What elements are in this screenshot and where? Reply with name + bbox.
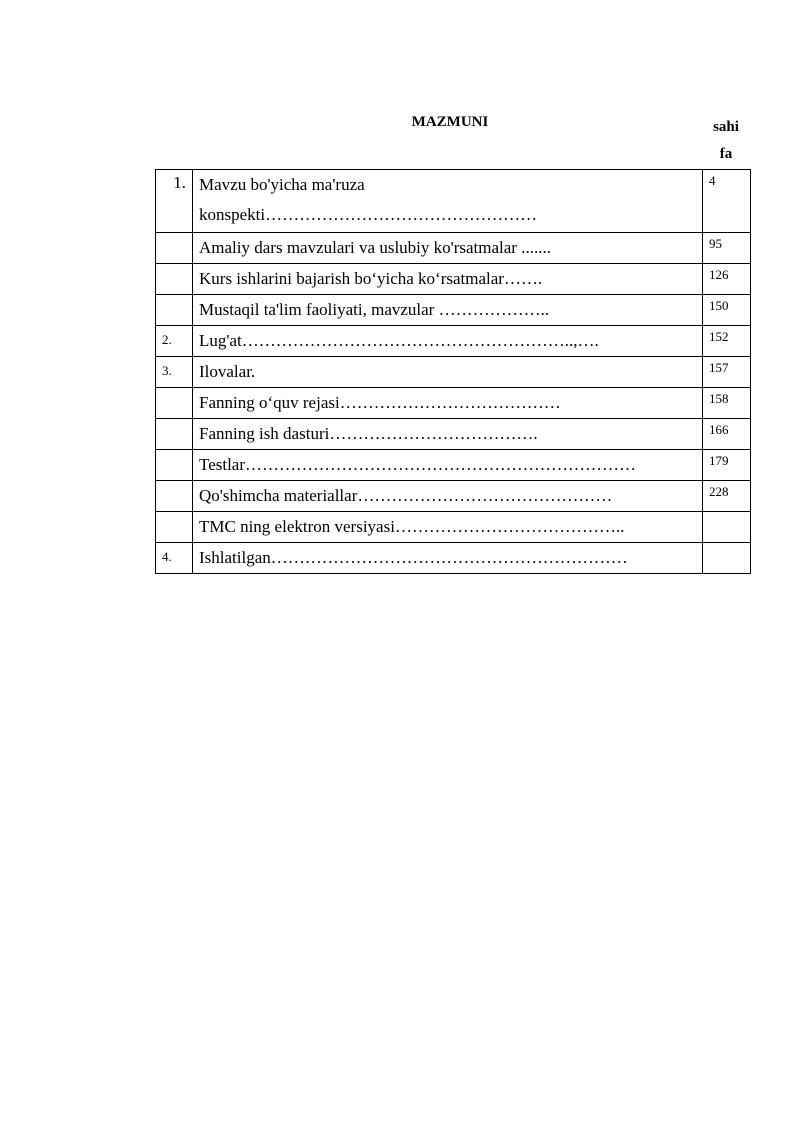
toc-row bbox=[156, 481, 751, 512]
toc-row bbox=[156, 170, 751, 233]
toc-row-page: 228 bbox=[703, 481, 751, 512]
toc-row-title: Ishlatilgan……………………………………………………… bbox=[193, 543, 703, 574]
toc-row bbox=[156, 233, 751, 264]
toc-row-number bbox=[156, 233, 193, 264]
toc-row-page: 179 bbox=[703, 450, 751, 481]
toc-row-title: Lug'at…………………………………………………..,…. bbox=[193, 326, 703, 357]
toc-row-page: 4 bbox=[703, 170, 751, 233]
toc-title: MAZMUNI bbox=[411, 114, 489, 130]
toc-row-page: 150 bbox=[703, 295, 751, 326]
toc-row-page: 126 bbox=[703, 264, 751, 295]
toc-row-title: Amaliy dars mavzulari va uslubiy ko'rsatmalar ....... bbox=[193, 233, 703, 264]
toc-row bbox=[156, 295, 751, 326]
table-of-contents bbox=[155, 169, 751, 574]
toc-row-page: 158 bbox=[703, 388, 751, 419]
toc-row-title: Fanning o‘quv rejasi………………………………… bbox=[193, 388, 703, 419]
toc-row-title: Ilovalar. bbox=[193, 357, 703, 388]
toc-row bbox=[156, 357, 751, 388]
toc-row-number bbox=[156, 450, 193, 481]
toc-row-title: Mustaqil ta'lim faoliyati, mavzular ……………….. bbox=[193, 295, 703, 326]
toc-row bbox=[156, 543, 751, 574]
toc-row-title: TMC ning elektron versiyasi………………………………….. bbox=[193, 512, 703, 543]
toc-row-title bbox=[193, 170, 703, 233]
toc-row-page: 166 bbox=[703, 419, 751, 450]
toc-row-number bbox=[156, 481, 193, 512]
toc-row-number: 4. bbox=[156, 543, 193, 574]
toc-row-title: Fanning ish dasturi………………………………. bbox=[193, 419, 703, 450]
toc-row-page: 157 bbox=[703, 357, 751, 388]
toc-row bbox=[156, 419, 751, 450]
page-column-header-text: sahifa bbox=[713, 119, 739, 162]
toc-row-number: 2. bbox=[156, 326, 193, 357]
toc-row-number: 3. bbox=[156, 357, 193, 388]
toc-row-number bbox=[156, 512, 193, 543]
toc-row-number: 1. bbox=[156, 170, 193, 233]
toc-row bbox=[156, 512, 751, 543]
toc-row-page: 152 bbox=[703, 326, 751, 357]
toc-row-title-line: konspekti………………………………………… bbox=[199, 205, 538, 224]
toc-row bbox=[156, 326, 751, 357]
toc-row-title-line: Mavzu bo'yicha ma'ruza bbox=[199, 175, 365, 194]
toc-row-number bbox=[156, 295, 193, 326]
toc-row-page: 95 bbox=[703, 233, 751, 264]
toc-row bbox=[156, 388, 751, 419]
toc-row-title: Qo'shimcha materiallar……………………………………… bbox=[193, 481, 703, 512]
toc-row-title: Testlar…………………………………………………………… bbox=[193, 450, 703, 481]
toc-row-page bbox=[703, 543, 751, 574]
toc-row-title: Kurs ishlarini bajarish bo‘yicha ko‘rsatmalar……. bbox=[193, 264, 703, 295]
toc-row bbox=[156, 264, 751, 295]
page-column-header bbox=[702, 114, 750, 168]
toc-row-number bbox=[156, 419, 193, 450]
toc-row bbox=[156, 450, 751, 481]
toc-row-number bbox=[156, 388, 193, 419]
toc-row-page bbox=[703, 512, 751, 543]
toc-row-number bbox=[156, 264, 193, 295]
